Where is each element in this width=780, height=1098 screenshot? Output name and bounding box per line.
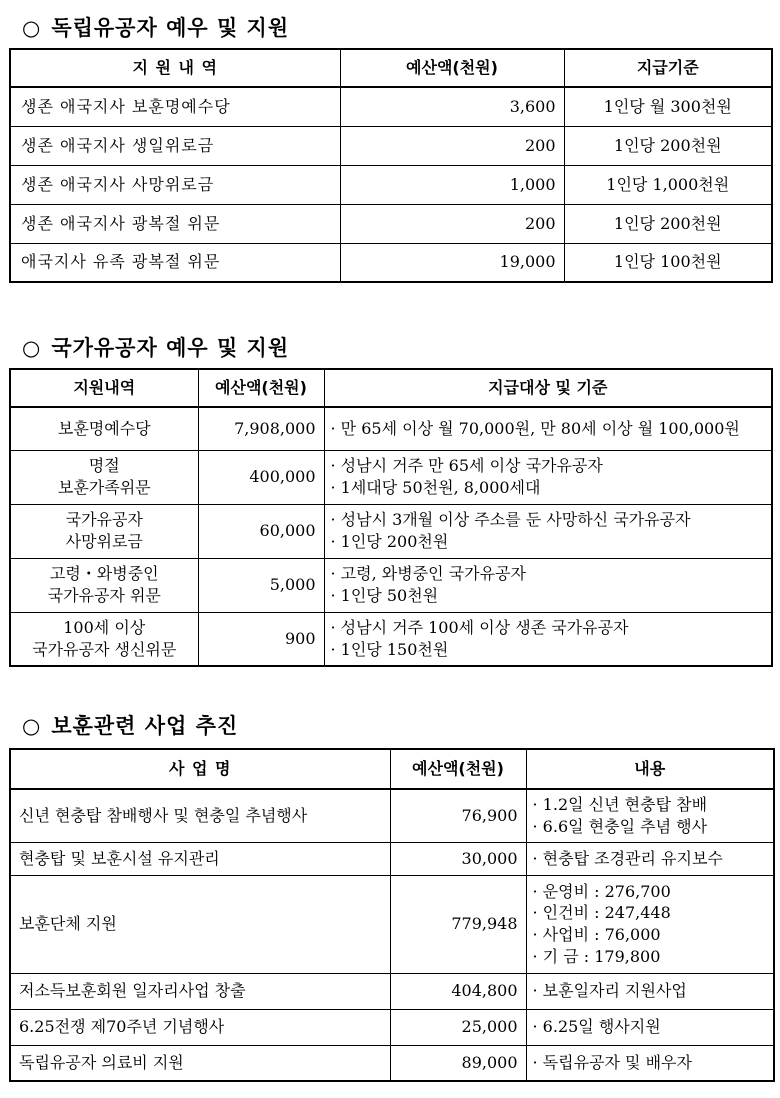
basis-cell: 1인당 200천원 xyxy=(564,126,772,165)
column-header: 사 업 명 xyxy=(10,749,390,789)
item-cell: 보훈단체 지원 xyxy=(10,875,390,973)
table-independence-patriots xyxy=(9,48,773,283)
item-cell: 생존 애국지사 사망위로금 xyxy=(10,165,340,204)
circle-bullet-icon: ○ xyxy=(22,336,42,360)
table-row xyxy=(10,407,772,450)
basis-cell: · 6.25일 행사지원 xyxy=(526,1009,774,1045)
table-row xyxy=(10,1009,774,1045)
item-cell: 생존 애국지사 보훈명예수당 xyxy=(10,87,340,126)
item-cell: 현충탑 및 보훈시설 유지관리 xyxy=(10,842,390,875)
budget-cell: 779,948 xyxy=(390,875,526,973)
budget-cell: 60,000 xyxy=(198,504,324,558)
budget-cell: 5,000 xyxy=(198,558,324,612)
budget-cell: 30,000 xyxy=(390,842,526,875)
table-row xyxy=(10,612,772,666)
item-cell: 독립유공자 의료비 지원 xyxy=(10,1045,390,1081)
budget-cell: 25,000 xyxy=(390,1009,526,1045)
table-row xyxy=(10,875,774,973)
table-row xyxy=(10,450,772,504)
budget-cell: 200 xyxy=(340,204,564,243)
column-header: 지원내역 xyxy=(10,369,198,407)
basis-cell: · 성남시 3개월 이상 주소를 둔 사망하신 국가유공자 · 1인당 200천원 xyxy=(324,504,772,558)
item-cell: 저소득보훈회원 일자리사업 창출 xyxy=(10,973,390,1009)
table-row xyxy=(10,243,772,282)
item-cell: 국가유공자 사망위로금 xyxy=(10,504,198,558)
section-title: 국가유공자 예우 및 지원 xyxy=(51,336,290,360)
basis-cell: · 독립유공자 및 배우자 xyxy=(526,1045,774,1081)
column-header: 예산액(천원) xyxy=(390,749,526,789)
section-title: 보훈관련 사업 추진 xyxy=(51,714,239,738)
table-row xyxy=(10,842,774,875)
budget-cell: 3,600 xyxy=(340,87,564,126)
budget-cell: 89,000 xyxy=(390,1045,526,1081)
budget-cell: 404,800 xyxy=(390,973,526,1009)
basis-cell: · 성남시 거주 100세 이상 생존 국가유공자 · 1인당 150천원 xyxy=(324,612,772,666)
item-cell: 애국지사 유족 광복절 위문 xyxy=(10,243,340,282)
budget-cell: 1,000 xyxy=(340,165,564,204)
table-row xyxy=(10,558,772,612)
basis-cell: · 보훈일자리 지원사업 xyxy=(526,973,774,1009)
item-cell: 보훈명예수당 xyxy=(10,407,198,450)
column-header: 지 원 내 역 xyxy=(10,49,340,87)
item-cell: 고령・와병중인 국가유공자 위문 xyxy=(10,558,198,612)
budget-cell: 400,000 xyxy=(198,450,324,504)
section-title: 독립유공자 예우 및 지원 xyxy=(51,16,290,40)
budget-cell: 200 xyxy=(340,126,564,165)
budget-cell: 7,908,000 xyxy=(198,407,324,450)
basis-cell: 1인당 1,000천원 xyxy=(564,165,772,204)
table-row xyxy=(10,126,772,165)
basis-cell: · 고령, 와병중인 국가유공자 · 1인당 50천원 xyxy=(324,558,772,612)
section-heading-independence xyxy=(22,12,289,42)
basis-cell: 1인당 월 300천원 xyxy=(564,87,772,126)
item-cell: 6.25전쟁 제70주년 기념행사 xyxy=(10,1009,390,1045)
basis-cell: · 만 65세 이상 월 70,000원, 만 80세 이상 월 100,000원 xyxy=(324,407,772,450)
item-cell: 100세 이상 국가유공자 생신위문 xyxy=(10,612,198,666)
basis-cell: · 성남시 거주 만 65세 이상 국가유공자 · 1세대당 50천원, 8,000세대 xyxy=(324,450,772,504)
basis-cell: · 현충탑 조경관리 유지보수 xyxy=(526,842,774,875)
table-row xyxy=(10,87,772,126)
table-related-projects xyxy=(9,748,775,1082)
basis-cell: · 운영비 : 276,700 · 인건비 : 247,448 · 사업비 : 76,000 · 기 금 : 179,800 xyxy=(526,875,774,973)
budget-cell: 900 xyxy=(198,612,324,666)
column-header: 지급기준 xyxy=(564,49,772,87)
column-header: 예산액(천원) xyxy=(340,49,564,87)
budget-cell: 76,900 xyxy=(390,789,526,842)
circle-bullet-icon: ○ xyxy=(22,16,42,40)
basis-cell: 1인당 200천원 xyxy=(564,204,772,243)
table-row xyxy=(10,204,772,243)
item-cell: 명절 보훈가족위문 xyxy=(10,450,198,504)
item-cell: 생존 애국지사 광복절 위문 xyxy=(10,204,340,243)
table-row xyxy=(10,973,774,1009)
table-national-merit xyxy=(9,368,773,667)
budget-cell: 19,000 xyxy=(340,243,564,282)
circle-bullet-icon: ○ xyxy=(22,714,42,738)
column-header: 지급대상 및 기준 xyxy=(324,369,772,407)
item-cell: 신년 현충탑 참배행사 및 현충일 추념행사 xyxy=(10,789,390,842)
column-header: 내용 xyxy=(526,749,774,789)
column-header: 예산액(천원) xyxy=(198,369,324,407)
basis-cell: · 1.2일 신년 현충탑 참배 · 6.6일 현충일 추념 행사 xyxy=(526,789,774,842)
table-row xyxy=(10,789,774,842)
section-heading-related-projects xyxy=(22,710,238,740)
table-row xyxy=(10,504,772,558)
table-row xyxy=(10,165,772,204)
item-cell: 생존 애국지사 생일위로금 xyxy=(10,126,340,165)
table-row xyxy=(10,1045,774,1081)
basis-cell: 1인당 100천원 xyxy=(564,243,772,282)
section-heading-national-merit xyxy=(22,332,289,362)
